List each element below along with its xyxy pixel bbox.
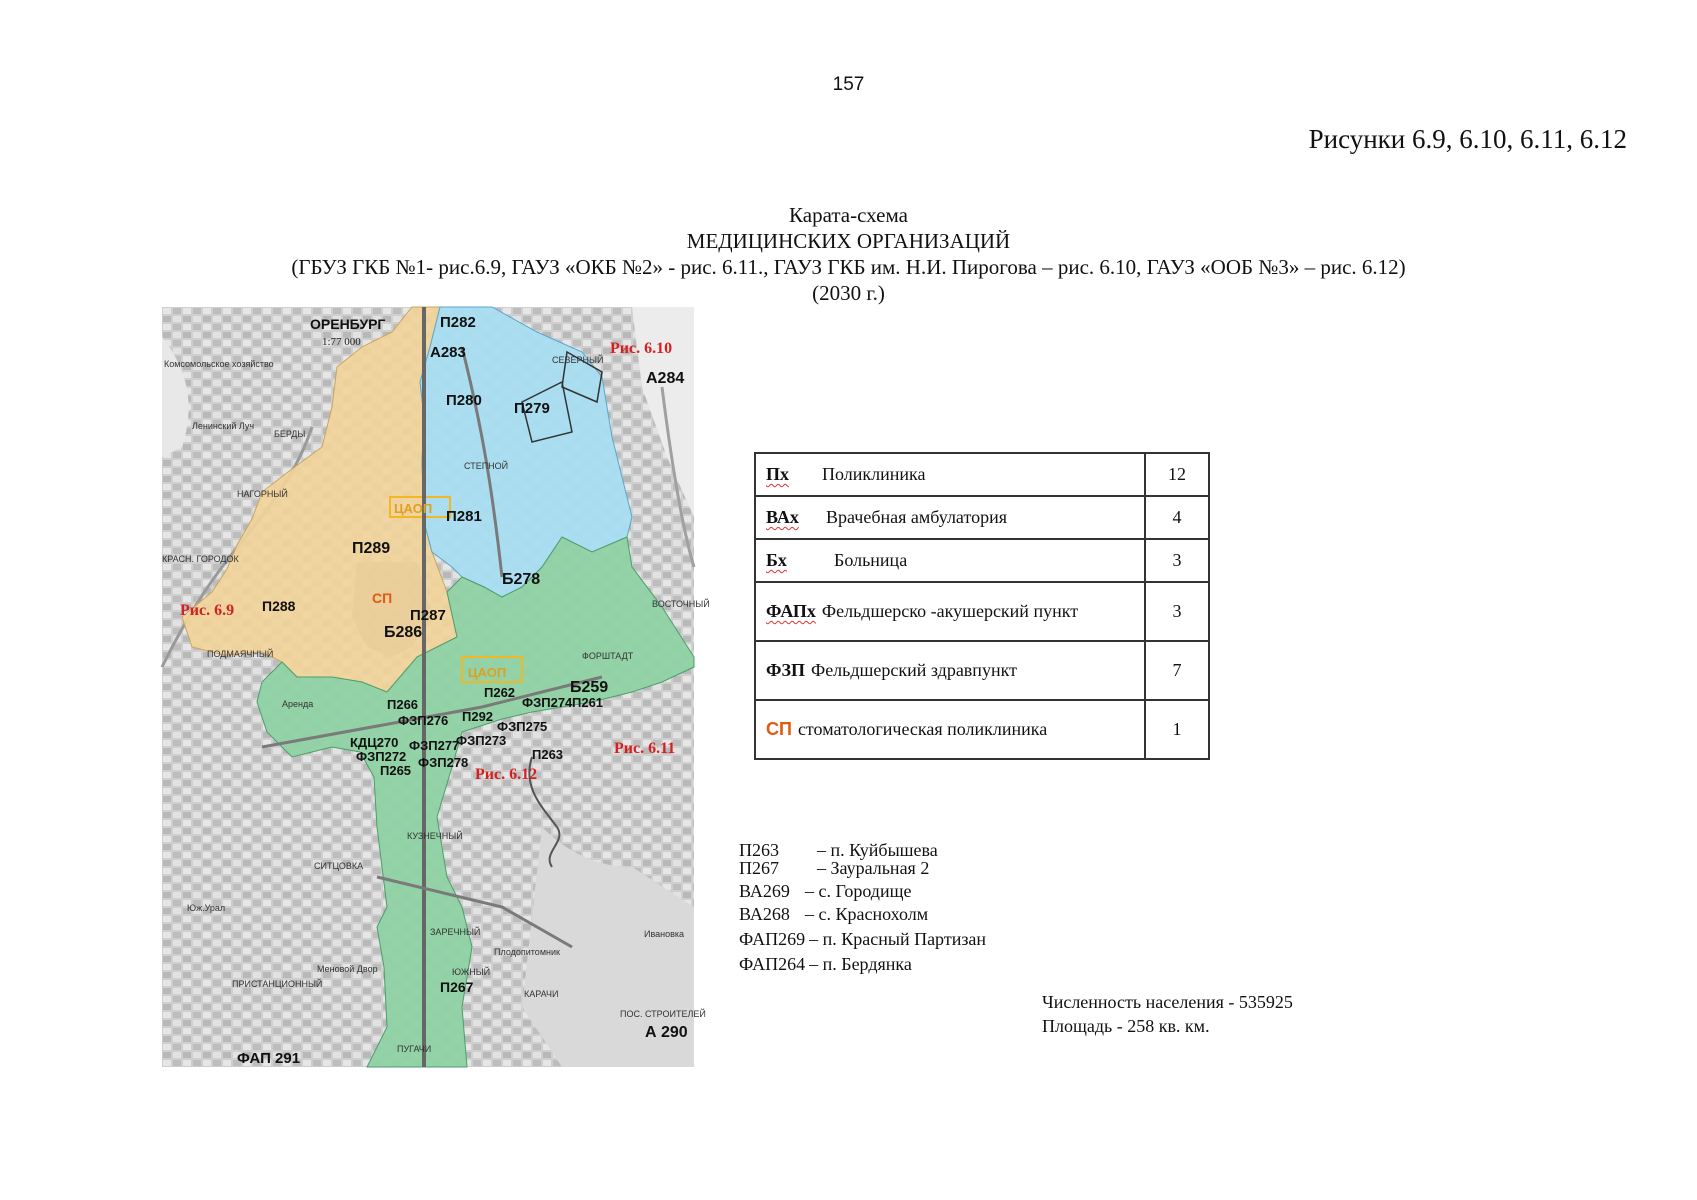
legend-code: СП <box>766 719 792 739</box>
legend-desc <box>755 539 1145 582</box>
org-p282: П282 <box>440 314 476 331</box>
district-karachi: КАРАЧИ <box>524 989 559 999</box>
tsaop-label-1: ЦАОП <box>394 501 433 516</box>
legend-code: Бх <box>766 550 787 570</box>
org-a290: А 290 <box>645 1024 688 1041</box>
legend-label: Поликлиника <box>822 464 926 484</box>
org-fzp278: ФЗП278 <box>418 755 469 770</box>
org-p280: П280 <box>446 392 482 409</box>
org-p287: П287 <box>410 607 446 624</box>
district-yuzhny: ЮЖНЫЙ <box>452 967 491 977</box>
district-pugachi: ПУГАЧИ <box>397 1044 432 1054</box>
city-map <box>162 307 710 1067</box>
org-fzp272: ФЗП272 <box>356 749 407 764</box>
org-p267: П267 <box>440 979 474 995</box>
tsaop-label-2: ЦАОП <box>468 665 507 680</box>
title-line-1: Карата-схема <box>789 203 908 227</box>
legend-table <box>754 452 1210 760</box>
legend-label: стоматологическая поликлиника <box>797 719 1048 739</box>
legend-desc <box>755 453 1145 496</box>
area-stat: Площадь - 258 кв. км. <box>1042 1016 1210 1036</box>
district-pristantsionny: ПРИСТАНЦИОННЫЙ <box>232 979 323 989</box>
legend-count: 12 <box>1145 453 1209 496</box>
org-a284: А284 <box>646 370 685 387</box>
org-p281: П281 <box>446 508 482 525</box>
title-line-2: МЕДИЦИНСКИХ ОРГАНИЗАЦИЙ <box>686 229 1011 253</box>
district-severny: СЕВЕРНЫЙ <box>552 355 604 365</box>
title-line-4: (2030 г.) <box>812 281 885 305</box>
location-place: – п. Красный Партизан <box>809 929 987 949</box>
org-fzp277: ФЗП277 <box>409 738 460 753</box>
district-stepnoy: СТЕПНОЙ <box>464 461 509 471</box>
population-stat: Численность населения - 535925 <box>1042 992 1293 1012</box>
legend-count: 1 <box>1145 700 1209 759</box>
map-scale: 1:77 000 <box>322 336 361 348</box>
location-code: П263 <box>739 840 779 860</box>
fig-6-12-label: Рис. 6.12 <box>475 766 538 783</box>
legend-desc <box>755 496 1145 539</box>
legend-desc <box>755 641 1145 700</box>
district-ivanovka: Ивановка <box>644 929 685 939</box>
district-plodopitomnik: Плодопитомник <box>494 947 560 957</box>
district-pos-stroiteley: ПОС. СТРОИТЕЛЕЙ <box>620 1009 706 1019</box>
legend-row <box>755 700 1209 759</box>
legend-row <box>755 539 1209 582</box>
legend-count: 4 <box>1145 496 1209 539</box>
location-item <box>739 929 986 949</box>
legend-desc <box>755 582 1145 641</box>
legend-count: 3 <box>1145 539 1209 582</box>
fig-6-10-label: Рис. 6.10 <box>610 340 673 357</box>
org-p288: П288 <box>262 598 296 614</box>
location-code: ВА268 <box>739 904 790 924</box>
legend-row <box>755 641 1209 700</box>
org-p263: П263 <box>532 747 564 762</box>
legend-code: ФЗП <box>766 660 805 680</box>
legend-label: Врачебная амбулатория <box>826 507 1007 527</box>
legend-row <box>755 453 1209 496</box>
location-place: – с. Городище <box>805 881 912 901</box>
org-p292: П292 <box>462 709 494 724</box>
org-fzp275: ФЗП275 <box>497 719 548 734</box>
district-vostochny: ВОСТОЧНЫЙ <box>652 599 710 609</box>
location-item <box>739 954 912 974</box>
location-code: ФАП264 <box>739 954 806 974</box>
legend-count: 3 <box>1145 582 1209 641</box>
district-komsomol: Комсомольское хозяйство <box>164 359 274 369</box>
sp-label: СП <box>372 590 393 606</box>
district-podmayachny: ПОДМАЯЧНЫЙ <box>207 649 274 659</box>
legend-label: Фельдшерско -акушерский пункт <box>821 601 1079 621</box>
figures-reference: Рисунки 6.9, 6.10, 6.11, 6.12 <box>1308 124 1627 154</box>
org-b259: Б259 <box>570 679 609 696</box>
location-place: – с. Краснохолм <box>805 904 929 924</box>
legend-row <box>755 582 1209 641</box>
org-fap291: ФАП 291 <box>237 1050 301 1067</box>
district-forshtadt: ФОРШТАДТ <box>582 651 634 661</box>
location-item <box>739 881 911 901</box>
legend-code: ВАх <box>766 507 799 527</box>
district-zarechny: ЗАРЕЧНЫЙ <box>430 927 481 937</box>
org-fzp273: ФЗП273 <box>456 733 507 748</box>
legend-code: ФАПх <box>766 601 816 621</box>
fig-6-11-label: Рис. 6.11 <box>614 740 676 757</box>
title-line-3: (ГБУЗ ГКБ №1- рис.6.9, ГАУЗ «ОКБ №2» - рис. 6.11., ГАУЗ ГКБ им. Н.И. Пирогова – рис. 6.10, ГАУЗ «ООБ №3» – рис. 6.12) <box>291 255 1406 279</box>
location-code: ФАП269 <box>739 929 806 949</box>
location-place: – п. Куйбышева <box>817 840 938 860</box>
district-arenda: Аренда <box>282 699 314 709</box>
org-p279: П279 <box>514 400 550 417</box>
legend-label: Фельдшерский здравпункт <box>810 660 1017 680</box>
org-p262: П262 <box>484 685 516 700</box>
location-code: П267 <box>739 858 779 878</box>
district-menovoy-dvor: Меновой Двор <box>317 964 378 974</box>
district-leninsky-luch: Ленинский Луч <box>192 421 255 431</box>
map-canvas <box>162 307 710 1067</box>
org-p289: П289 <box>352 540 391 557</box>
location-place: – п. Бердянка <box>809 954 912 974</box>
legend-label: Больница <box>834 550 908 570</box>
district-nagorny: НАГОРНЫЙ <box>237 489 288 499</box>
legend-code: Пх <box>766 464 790 484</box>
org-p261: П261 <box>572 695 604 710</box>
district-kuznechny: КУЗНЕЧНЫЙ <box>407 831 463 841</box>
location-item <box>739 904 928 924</box>
location-item <box>739 858 929 878</box>
district-sitsovka: СИТЦОВКА <box>314 861 364 871</box>
org-fzp276: ФЗП276 <box>398 713 449 728</box>
org-kdts270: КДЦ270 <box>350 735 399 750</box>
location-item <box>739 840 938 860</box>
org-b278: Б278 <box>502 571 541 588</box>
district-yuzh-ural: Юж.Урал <box>187 903 226 913</box>
district-krasn-gorodok: КРАСН. ГОРОДОК <box>162 554 239 564</box>
page-number: 157 <box>832 74 865 95</box>
org-fzp274: ФЗП274 <box>522 695 573 710</box>
legend-count: 7 <box>1145 641 1209 700</box>
fig-6-9-label: Рис. 6.9 <box>180 602 235 619</box>
location-place: – Зауральная 2 <box>817 858 930 878</box>
district-berdy: БЕРДЫ <box>274 429 306 439</box>
org-b286: Б286 <box>384 624 423 641</box>
org-p266: П266 <box>387 697 419 712</box>
org-p265: П265 <box>380 763 412 778</box>
org-a283: А283 <box>430 344 466 361</box>
location-code: ВА269 <box>739 881 790 901</box>
legend-desc <box>755 700 1145 759</box>
map-city-name: ОРЕНБУРГ <box>310 316 386 332</box>
legend-row <box>755 496 1209 539</box>
